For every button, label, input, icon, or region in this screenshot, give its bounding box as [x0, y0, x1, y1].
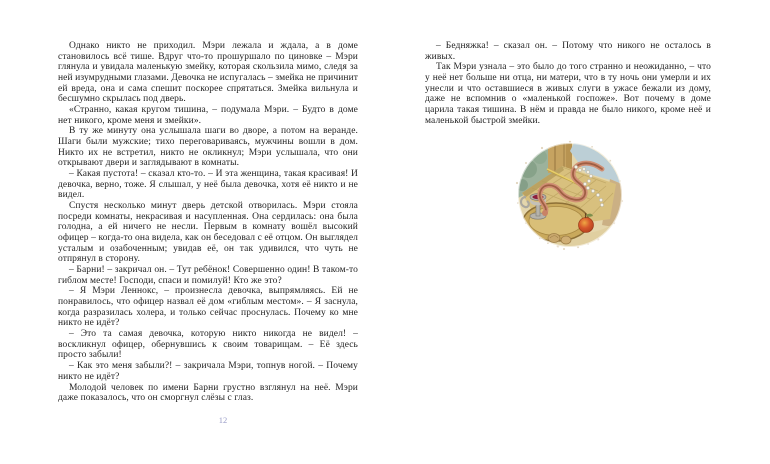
paragraph: Спустя несколько минут дверь детской отворилась. Мэри стояла посреди комнаты, некрасивая и насупленная. Она сердилась: она была голодна, а ей ничего не несли. Первым в комнату вошёл высокий офицер – когда-то она видела, как он беседовал с её отцом. Он выглядел усталым и озабоченным; увидав её, он так удивился, что чуть не отпрянул в сторону. — [58, 201, 358, 265]
left-page-text — [58, 41, 358, 411]
paragraph: – Это та самая девочка, которую никто никогда не видел! – воскликнул офицер, обернувшись к своим товарищам. – Её здесь просто забыли! — [58, 329, 358, 361]
paragraph: Молодой человек по имени Барни грустно взглянул на неё. Мэри даже показалось, что он сморгнул слёзы с глаз. — [58, 382, 358, 404]
paragraph: В ту же минуту она услышала шаги во дворе, а потом на веранде. Шаги были мужские; тихо переговариваясь, мужчины вошли в дом. Никто их не встретил, никто не окликнул; Мэри услышала, что они открывают двери и заглядывают в комнаты. — [58, 126, 358, 169]
paragraph: – Я Мэри Леннокс, – произнесла девочка, выпрямляясь. Ей не понравилось, что офицер назвал её дом «гиблым местом». – Я заснула, когда разразилась холера, и только сейчас проснулась. Почему ко мне никто не идёт? — [58, 286, 358, 329]
right-page-text — [425, 41, 711, 136]
paragraph: Так Мэри узнала – это было до того странно и неожиданно, – что у неё нет больше ни отца, ни матери, что в ту ночь они умерли и их унесли и что оставшиеся в живых слуги в ужасе бежали из дому, даже не вспомнив о «маленькой госпоже». Вот почему в доме царила такая тишина. В нём и правда не было никого, кроме неё и маленькой быстрой змейки. — [425, 62, 711, 126]
paragraph: – Бедняжка! – сказал он. – Потому что никого не осталось в живых. — [425, 41, 711, 62]
paragraph: – Барни! – закричал он. – Тут ребёнок! Совершенно один! В таком-то гиблом месте! Господи, спаси и помилуй! Кто же это? — [58, 265, 358, 286]
paragraph: – Какая пустота! – сказал кто-то. – И эта женщина, такая красивая! И девочка, верно, тоже. Я слышал, у неё была девочка, хотя её никто и не видел. — [58, 169, 358, 201]
paragraph: «Странно, какая кругом тишина, – подумала Мэри. – Будто в доме нет никого, кроме меня и змейки». — [58, 105, 358, 126]
snake-vignette-svg — [514, 139, 626, 251]
page-number: 12 — [218, 415, 228, 425]
snake-vignette-illustration — [514, 139, 626, 251]
paragraph: Однако никто не приходил. Мэри лежала и ждала, а в доме становилось всё тише. Вдруг что-то прошуршало по циновке – Мэри глянула и увидала маленькую змейку, которая скользила мимо, следя за ней изумрудными глазами. Девочка не испугалась – змейка не причинит ей вреда, она и сама спешит поскорее спрятаться. Змейка вильнула и бесшумно скрылась под дверь. — [58, 41, 358, 105]
paragraph: – Как это меня забыли?! – закричала Мэри, топнув ногой. – Почему никто не идёт? — [58, 361, 358, 382]
